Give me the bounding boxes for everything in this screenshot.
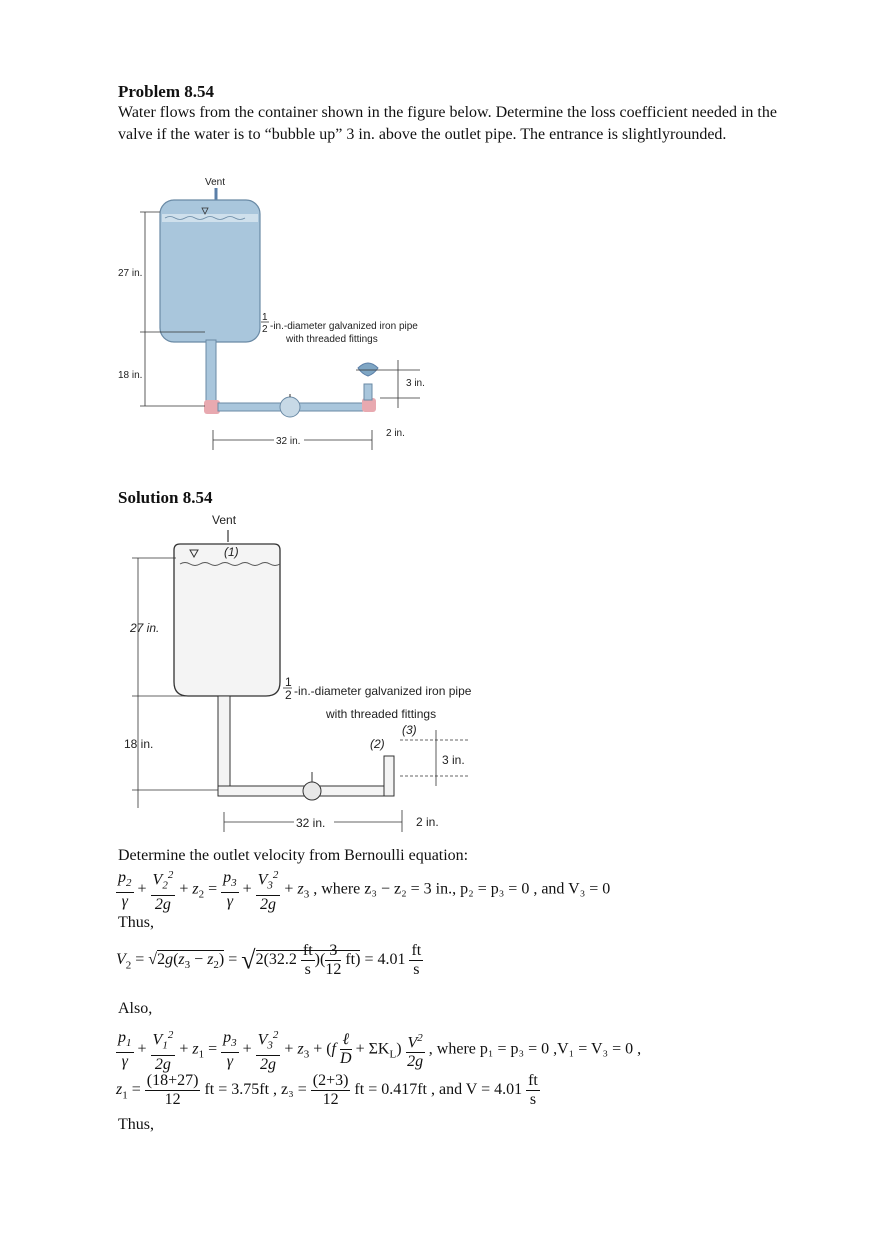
point-3-label: (3)	[402, 723, 417, 737]
dim-2: 2 in.	[416, 815, 439, 829]
dim-2: 2 in.	[386, 428, 405, 439]
vent-label: Vent	[212, 513, 237, 527]
problem-text: Water flows from the container shown in the figure below. Determine the loss coefficient needed in the valve if the water is to “bubble up” 3 in. above the outlet pipe. The entrance is slightlyrounded.	[118, 104, 777, 143]
v2-equation: $V_2 = √2g(z_3 - z_2) = √2(32.2$ $\frac{ft}{s}$ )( $\frac{3}{12}$ ft) = 4.01 $\frac{ft}{s}$	[116, 942, 422, 978]
where-clause-2: , where p₁ = p₃ = 0 ,V₁ = V₃ = 0 ,	[428, 1040, 642, 1058]
dim-18: 18 in.	[124, 737, 154, 751]
problem-title: Problem 8.54	[118, 82, 215, 101]
pipe-label: -in.-diameter galvanized iron pipe	[294, 684, 472, 698]
tank	[174, 544, 280, 696]
z1-expr: ft = 3.75ft , z₃ =	[204, 1081, 307, 1099]
problem-figure	[110, 172, 470, 454]
dim-3: 3 in.	[406, 378, 425, 389]
dim-18: 18 in.	[118, 370, 143, 381]
z3-expr: ft = 0.417ft , and V = 4.01	[354, 1081, 523, 1099]
valve-icon	[303, 782, 321, 800]
pipe-label: -in.-diameter galvanized iron pipe	[270, 321, 418, 332]
z-values: $z_1$ = $\frac{(18+27)}{12}$ ft = 3.75ft , z₃ = $\frac{(2+3)}{12}$ ft = 0.417ft , and V = 4.01 $\frac{ft}{s}$	[116, 1072, 538, 1108]
solution-figure	[120, 510, 480, 840]
point-1-label: (1)	[224, 545, 239, 559]
dim-27: 27 in.	[118, 268, 143, 279]
pipe-label-2: with threaded fittings	[286, 334, 378, 345]
svg-text:2: 2	[262, 324, 268, 335]
thus-1: Thus,	[118, 914, 154, 931]
svg-text:2: 2	[285, 688, 292, 702]
energy-eq-2: $\frac{p_1}{\gamma}$ + $\frac{V_1^2}{2g}$ + $z_1$ = $\frac{p_3}{\gamma}$ + $\frac{V_3^2}{2g}$ + $z_3 + (f$ $\frac{\text{ℓ}}{D}$ + $\Sigma K_L$) $\frac{V^2}{2g}$ , where p₁ = p₃ = 0 ,V₁ = V₃ = 0 ,	[116, 1026, 641, 1074]
dim-27: 27 in.	[130, 621, 160, 635]
pipe-label-2: with threaded fittings	[326, 707, 437, 721]
vent-label: Vent	[205, 177, 226, 188]
svg-text:1: 1	[262, 312, 268, 323]
dim-32: 32 in.	[296, 816, 326, 830]
where-clause-1: , where z₃ − z₂ = 3 in., p₂ = p₃ = 0 , and V₃ = 0	[313, 880, 611, 898]
determine-text: Determine the outlet velocity from Bernoulli equation:	[118, 847, 469, 864]
thus-2: Thus,	[118, 1116, 154, 1133]
v2-result: = 4.01	[364, 951, 406, 969]
point-2-label: (2)	[370, 737, 385, 751]
dim-32: 32 in.	[276, 436, 301, 447]
bernoulli-eq-1: $\frac{p_2}{\gamma}$ + $\frac{V_2^2}{2g}$ + $z_2$ = $\frac{p_3}{\gamma}$ + $\frac{V_3^2}{2g}$ + $z_3$ , where z₃ − z₂ = 3 in., p₂ = p₃ = 0 , and V₃ = 0	[116, 866, 610, 914]
solution-title: Solution 8.54	[118, 488, 213, 507]
svg-text:1: 1	[285, 675, 292, 689]
valve-icon	[280, 397, 300, 417]
also-text: Also,	[118, 1000, 153, 1017]
dim-3: 3 in.	[442, 753, 465, 767]
